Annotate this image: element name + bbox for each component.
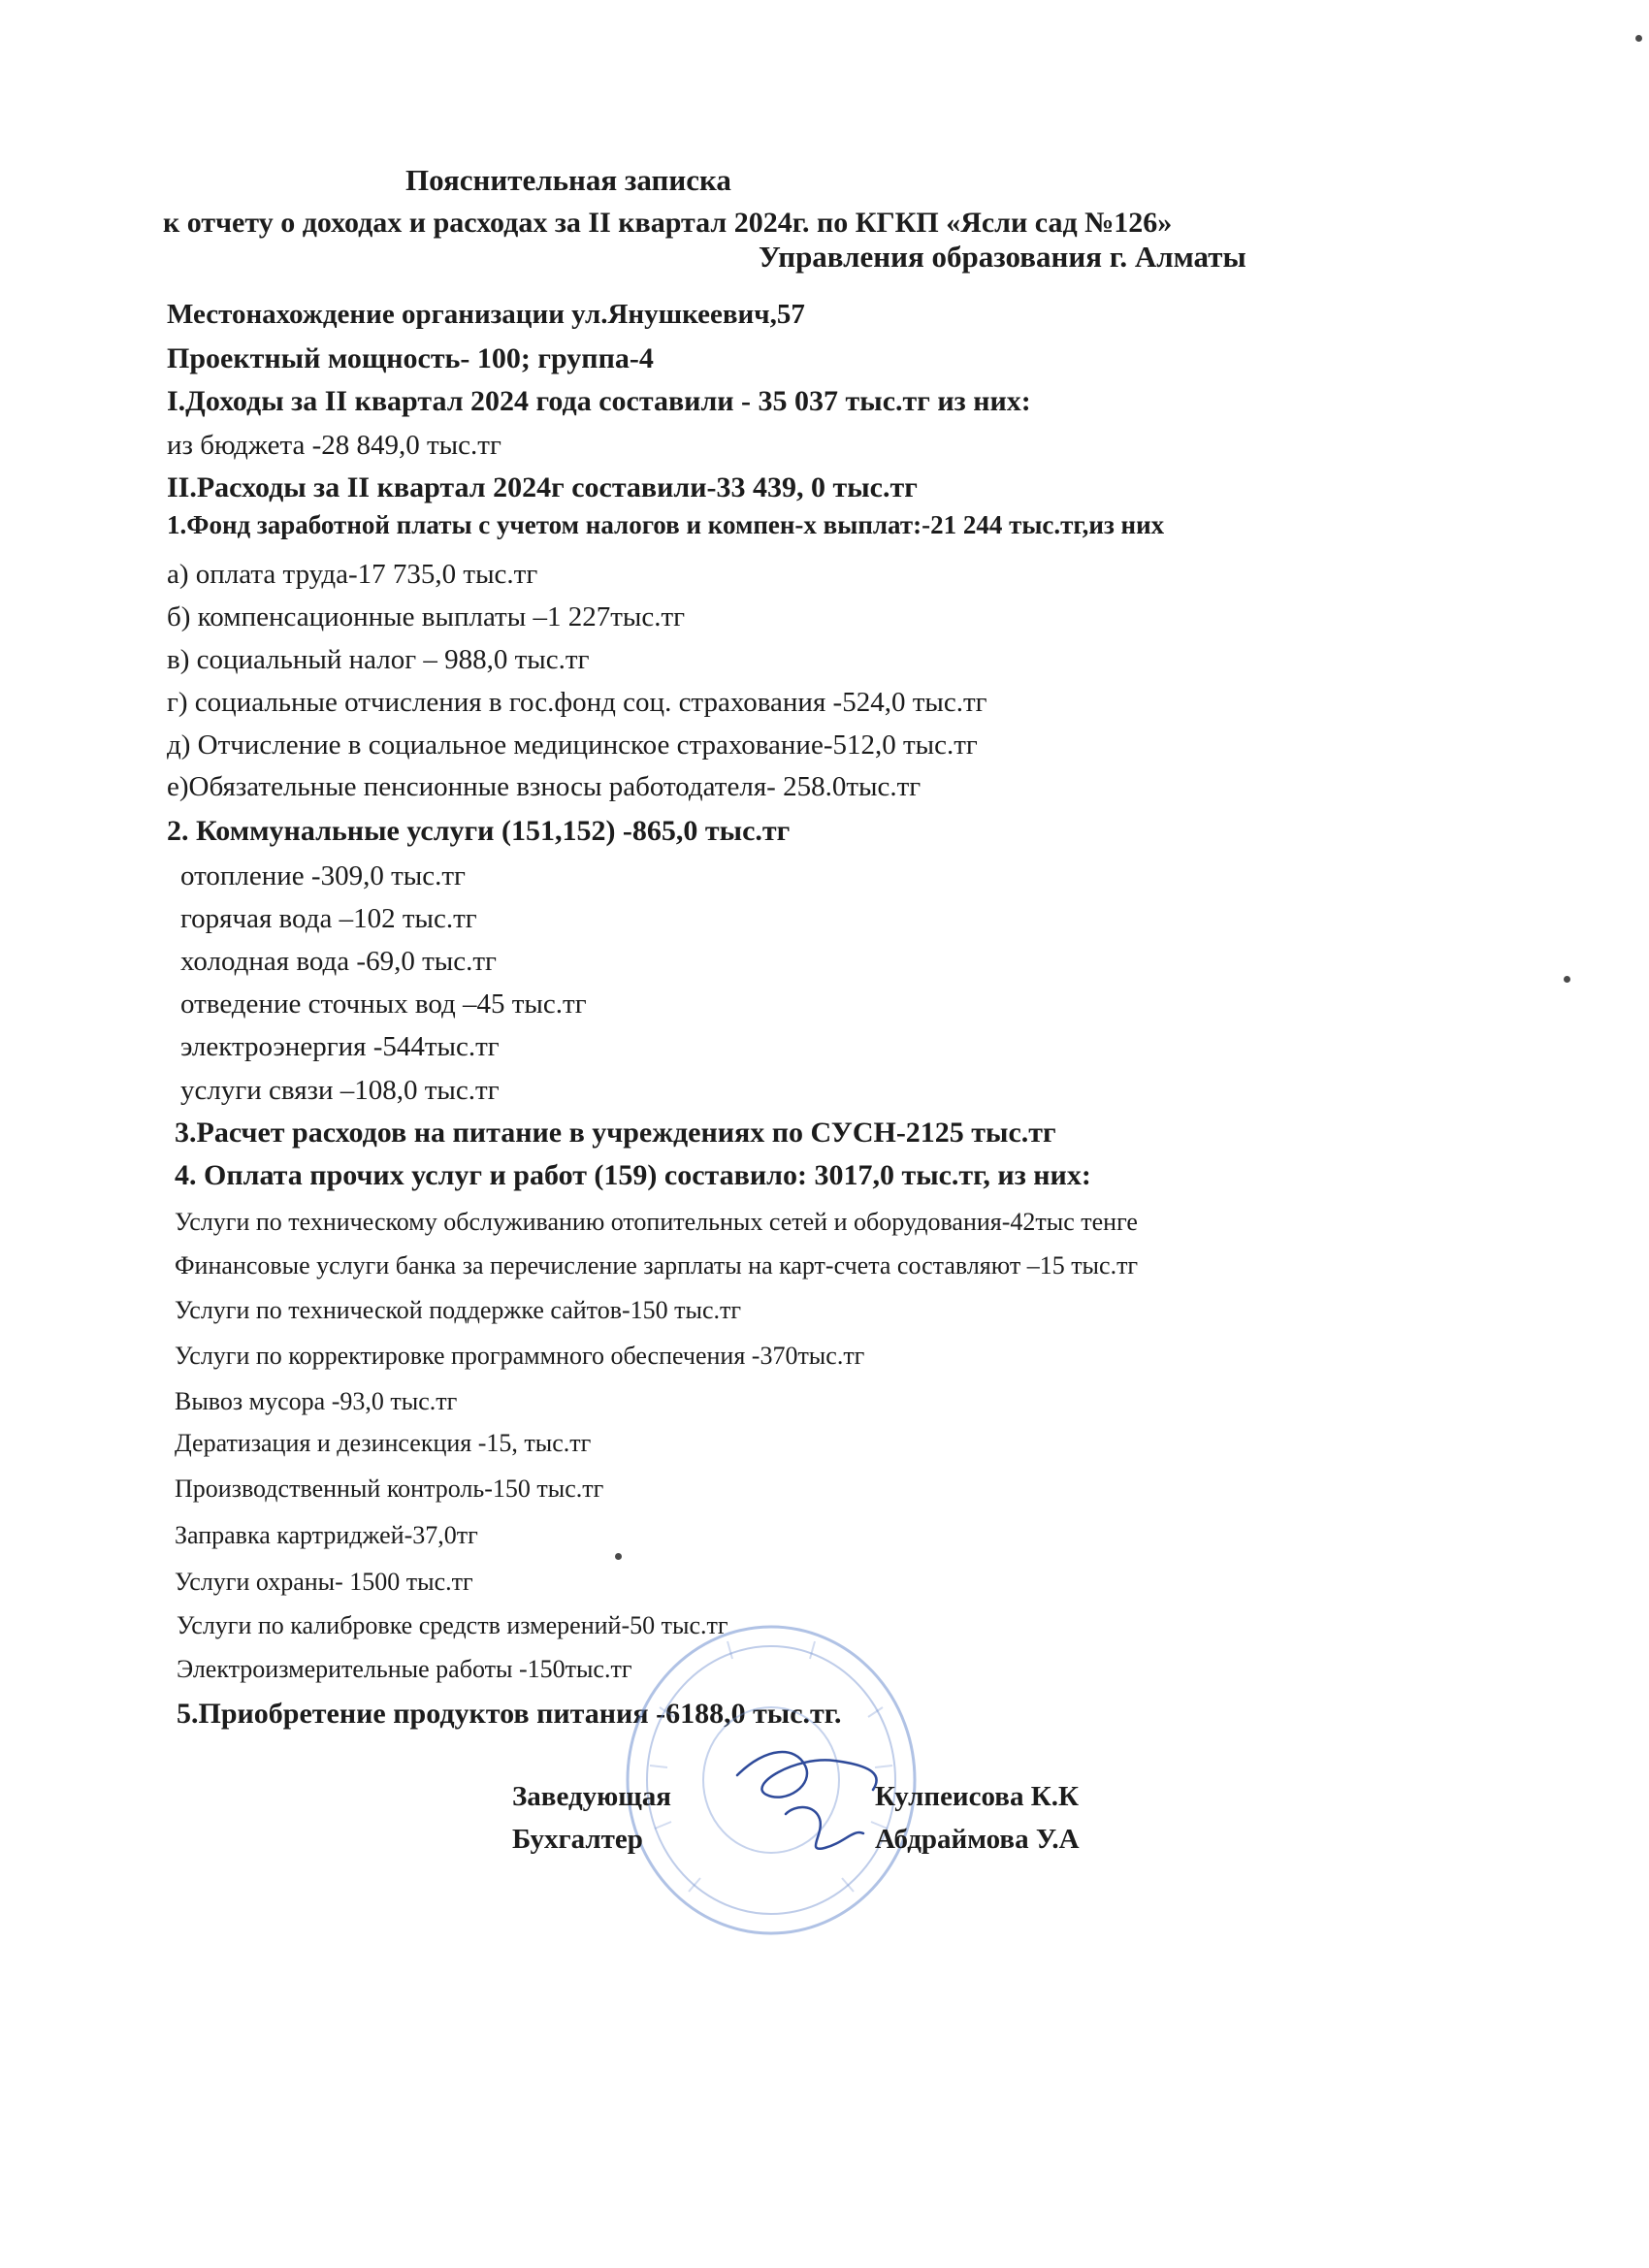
payroll-heading: 1.Фонд заработной платы с учетом налогов и компен-х выплат:-21 244 тыс.тг,из них xyxy=(167,510,1165,539)
payroll-item: а) оплата труда-17 735,0 тыс.тг xyxy=(167,559,538,590)
utilities-item: электроэнергия -544тыс.тг xyxy=(180,1031,500,1062)
other-services-item: Услуги по корректировке программного обеспечения -370тыс.тг xyxy=(175,1342,865,1370)
head-name: Кулпеисова К.К xyxy=(875,1781,1080,1812)
income-budget: из бюджета -28 849,0 тыс.тг xyxy=(167,430,501,461)
other-services-item: Услуги по технической поддержке сайтов-150 тыс.тг xyxy=(175,1296,742,1324)
scan-speck xyxy=(615,1553,622,1560)
other-services-item: Услуги по техническому обслуживанию отопительных сетей и оборудования-42тыс тенге xyxy=(175,1208,1138,1236)
scan-speck xyxy=(1635,35,1642,42)
document-title: Пояснительная записка xyxy=(405,163,731,197)
other-services-heading: 4. Оплата прочих услуг и работ (159) составило: 3017,0 тыс.тг, из них: xyxy=(175,1159,1091,1191)
scan-speck xyxy=(1564,976,1570,983)
organization-location: Местонахождение организации ул.Янушкеевич,57 xyxy=(167,299,805,330)
food-purchase: 5.Приобретение продуктов питания -6188,0 тыс.тг. xyxy=(177,1698,842,1730)
utilities-item: отведение сточных вод –45 тыс.тг xyxy=(180,988,587,1020)
head-title: Заведующая xyxy=(512,1781,671,1812)
handwritten-signature xyxy=(728,1736,892,1872)
income-heading: I.Доходы за II квартал 2024 года составили - 35 037 тыс.тг из них: xyxy=(167,385,1031,417)
accountant-title: Бухгалтер xyxy=(512,1824,643,1855)
other-services-item: Услуги охраны- 1500 тыс.тг xyxy=(175,1568,473,1596)
other-services-item: Услуги по калибровке средств измерений-50 тыс.тг xyxy=(177,1611,728,1639)
other-services-item: Дератизация и дезинсекция -15, тыс.тг xyxy=(175,1429,592,1457)
project-capacity: Проектный мощность- 100; группа-4 xyxy=(167,342,654,374)
payroll-item: е)Обязательные пенсионные взносы работодателя- 258.0тыс.тг xyxy=(167,771,922,802)
other-services-item: Производственный контроль-150 тыс.тг xyxy=(175,1474,604,1503)
other-services-item: Вывоз мусора -93,0 тыс.тг xyxy=(175,1387,458,1415)
payroll-item: д) Отчисление в социальное медицинское страхование-512,0 тыс.тг xyxy=(167,729,978,761)
utilities-item: отопление -309,0 тыс.тг xyxy=(180,860,466,891)
other-services-item: Заправка картриджей-37,0тг xyxy=(175,1521,478,1549)
utilities-item: горячая вода –102 тыс.тг xyxy=(180,903,477,934)
accountant-name: Абдраймова У.А xyxy=(875,1824,1080,1855)
food-calculation: 3.Расчет расходов на питание в учреждениях по СУСН-2125 тыс.тг xyxy=(175,1117,1056,1149)
payroll-item: б) компенсационные выплаты –1 227тыс.тг xyxy=(167,601,686,632)
other-services-item: Финансовые услуги банка за перечисление зарплаты на карт-счета составляют –15 тыс.тг xyxy=(175,1251,1139,1280)
payroll-item: г) социальные отчисления в гос.фонд соц. страхования -524,0 тыс.тг xyxy=(167,687,987,718)
expenses-heading: II.Расходы за II квартал 2024г составили-33 439, 0 тыс.тг xyxy=(167,471,918,503)
utilities-item: холодная вода -69,0 тыс.тг xyxy=(180,946,497,977)
other-services-item: Электроизмерительные работы -150тыс.тг xyxy=(177,1655,632,1683)
document-subtitle: к отчету о доходах и расходах за II квартал 2024г. по КГКП «Ясли сад №126» xyxy=(163,207,1173,239)
department-name: Управления образования г. Алматы xyxy=(759,240,1246,274)
payroll-item: в) социальный налог – 988,0 тыс.тг xyxy=(167,644,590,675)
utilities-item: услуги связи –108,0 тыс.тг xyxy=(180,1075,500,1106)
utilities-heading: 2. Коммунальные услуги (151,152) -865,0 тыс.тг xyxy=(167,815,791,847)
